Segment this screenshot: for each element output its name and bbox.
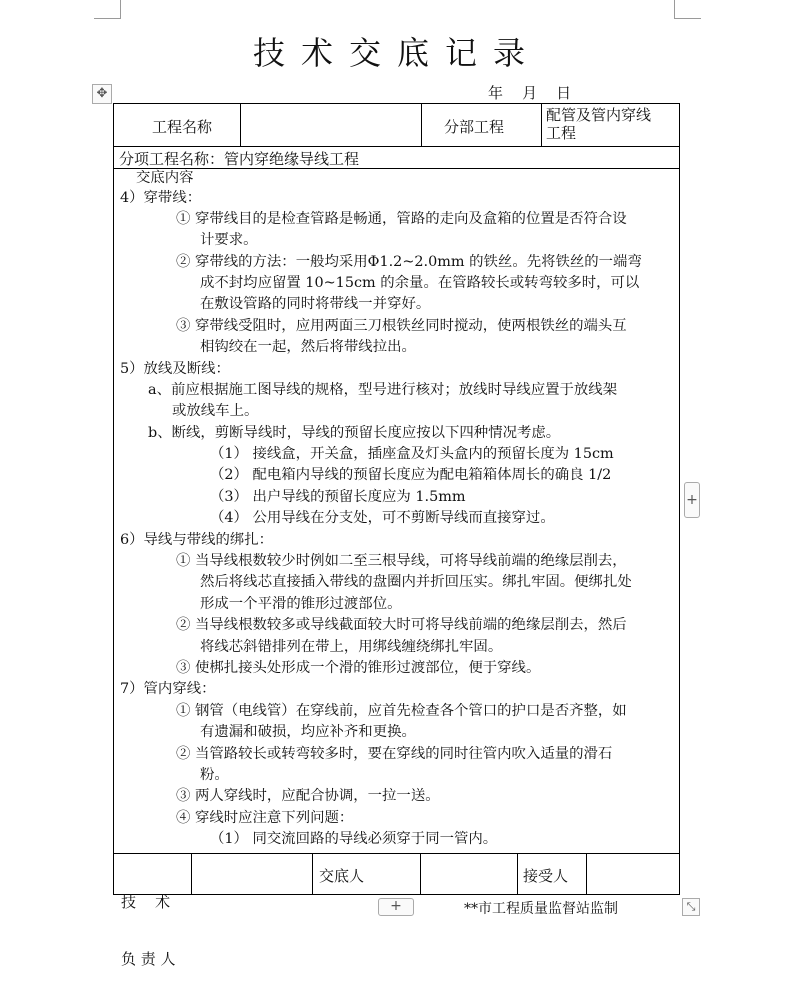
receiver-label: 接受人 xyxy=(523,867,569,885)
division-value-line2: 工程 xyxy=(546,124,577,142)
row-divider xyxy=(114,146,679,147)
content-line: （4） 公用导线在分支处，可不剪断导线而直接穿过。 xyxy=(210,510,555,526)
tech-lead-label xyxy=(121,855,176,1007)
content-line: 然后将线芯直接插入带线的盘圈内并折回压实。绑扎牢固。便绑扎处 xyxy=(200,574,632,590)
crop-mark-top-right xyxy=(674,0,701,19)
content-line: ③ 两人穿线时，应配合协调，一拉一送。 xyxy=(176,788,440,804)
content-area[interactable] xyxy=(114,168,679,851)
col-divider xyxy=(312,853,313,895)
document-title: 技术交底记录 xyxy=(252,34,541,72)
date-label: 年 月 日 xyxy=(488,84,572,102)
content-line: 粉。 xyxy=(200,767,229,783)
add-column-icon[interactable]: + xyxy=(684,482,700,518)
content-line: ② 当管路较长或转弯较多时，要在穿线的同时往管内吹入适量的滑石 xyxy=(176,746,613,762)
col-divider xyxy=(541,104,542,146)
col-divider xyxy=(240,104,241,146)
content-line: ② 穿带线的方法：一般均采用Φ1.2~2.0mm 的铁丝。先将铁丝的一端弯 xyxy=(176,254,642,270)
row-divider xyxy=(114,853,679,854)
content-line: 相钩绞在一起，然后将带线拉出。 xyxy=(200,339,416,355)
content-line: ① 钢管（电线管）在穿线前，应首先检查各个管口的护口是否齐整，如 xyxy=(176,703,627,719)
resize-icon[interactable]: ⤡ xyxy=(682,898,700,916)
content-line: 6）导线与带线的绑扎： xyxy=(120,532,274,548)
tech-lead-label-line1: 技 术 xyxy=(121,893,171,911)
col-divider xyxy=(191,853,192,895)
content-line: （3） 出户导线的预留长度应为 1.5mm xyxy=(210,489,466,505)
content-line: 形成一个平滑的锥形过渡部位。 xyxy=(200,596,402,612)
content-line: 成不封均应留置 10~15cm 的余量。在管路较长或转弯较多时，可以 xyxy=(200,275,640,291)
content-line: 7）管内穿线： xyxy=(120,681,216,697)
col-divider xyxy=(586,853,587,895)
footer-note: **市工程质量监督站监制 xyxy=(464,901,618,917)
content-line: 计要求。 xyxy=(200,232,258,248)
content-line: a、前应根据施工图导线的规格，型号进行核对；放线时导线应置于放线架 xyxy=(148,382,618,398)
content-line: （1） 同交流回路的导线必须穿于同一管内。 xyxy=(210,831,498,847)
content-line: （1） 接线盒，开关盒，插座盒及灯头盒内的预留长度为 15cm xyxy=(210,446,614,462)
content-line: 在敷设管路的同时将带线一并穿好。 xyxy=(200,296,431,312)
add-row-icon[interactable]: + xyxy=(378,898,414,916)
subitem-name: 分项工程名称：管内穿绝缘导线工程 xyxy=(119,150,360,168)
col-divider xyxy=(421,104,422,146)
content-line: ① 穿带线目的是检查管路是畅通，管路的走向及盒箱的位置是否符合设 xyxy=(176,211,627,227)
col-divider xyxy=(420,853,421,895)
content-line: 有遗漏和破损，均应补齐和更换。 xyxy=(200,724,416,740)
content-line: （2） 配电箱内导线的预留长度应为配电箱箱体周长的确良 1/2 xyxy=(210,467,612,483)
content-heading: 交底内容 xyxy=(136,170,194,186)
content-line: 4）穿带线： xyxy=(120,190,202,206)
content-line: 或放线车上。 xyxy=(172,403,259,419)
tech-lead-label-line2: 负 责 人 xyxy=(121,950,176,968)
move-icon[interactable]: ✥ xyxy=(92,84,112,104)
content-line: ② 当导线根数较多或导线截面较大时可将导线前端的绝缘层削去，然后 xyxy=(176,617,627,633)
content-line: 5）放线及断线： xyxy=(120,361,230,377)
division-value-line1: 配管及管内穿线 xyxy=(546,106,652,124)
division-label: 分部工程 xyxy=(444,118,505,136)
division-value[interactable] xyxy=(546,106,651,142)
content-line: 将线芯斜错排列在带上，用绑线缠绕绑扎牢固。 xyxy=(200,639,503,655)
content-line: ③ 使梆扎接头处形成一个滑的锥形过渡部位，便于穿线。 xyxy=(176,660,541,676)
col-divider xyxy=(517,853,518,895)
content-line: ③ 穿带线受阻时，应用两面三刀根铁丝同时搅动，使两根铁丝的端头互 xyxy=(176,318,627,334)
content-line: ① 当导线根数较少时例如二至三根导线，可将导线前端的绝缘层削去， xyxy=(176,553,627,569)
handover-label: 交底人 xyxy=(319,867,365,885)
content-line: ④ 穿线时应注意下列问题： xyxy=(176,810,354,826)
project-name-label: 工程名称 xyxy=(152,118,213,136)
content-line: b、断线，剪断导线时，导线的预留长度应按以下四种情况考虑。 xyxy=(148,425,561,441)
crop-mark-top-left xyxy=(94,0,121,19)
